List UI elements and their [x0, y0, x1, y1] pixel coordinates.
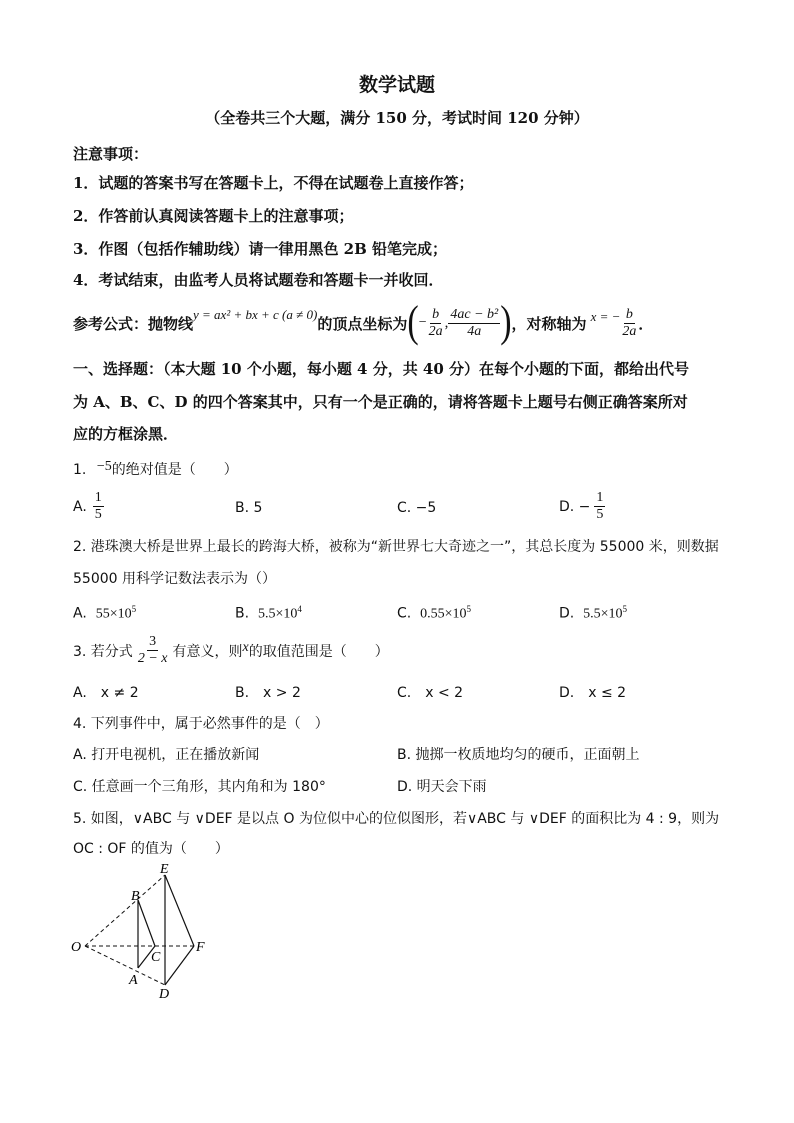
q1-d-fraction: $\frac{1}{5}$	[596, 490, 604, 522]
q3-option-b: B. x > 2	[235, 685, 301, 701]
q4-option-a: A. 打开电视机，正在播放新闻	[73, 747, 260, 763]
ray-o-e	[85, 875, 165, 946]
section-instruction: 应的方框涂黑．	[73, 425, 179, 443]
vertex-text: 的顶点坐标为	[317, 314, 408, 333]
notice-item: 2．作答前认真阅读答题卡上的注意事项；	[73, 207, 354, 225]
q1-option-a: A. $\frac{1}{5}$	[73, 490, 102, 522]
section-instruction: 为 A、B、C、D 的四个答案其中，只有一个是正确的，请将答题卡上题号右侧正确答案所对	[73, 393, 688, 411]
homothety-figure	[60, 860, 220, 1005]
edge-e-f	[165, 875, 194, 946]
question-5-line-2: OC : OF 的值为（ ）	[73, 841, 229, 857]
exam-subtitle: （全卷共三个大题，满分 150 分，考试时间 120 分钟）	[205, 109, 589, 127]
comma: ,	[444, 314, 449, 331]
question-1: 1. −5的绝对值是（ ）	[73, 459, 238, 478]
question-5-line-1: 5. 如图，∨ABC 与 ∨DEF 是以点 O 为位似中心的位似图形，若∨ABC 与 ∨DEF 的面积比为 4 : 9，则为	[73, 811, 720, 827]
page-title: 数学试题	[358, 74, 435, 96]
question-3: 3. 若分式 $\frac{3}{2 - x}$ 有意义，则 x 的取值范围是（ ）	[73, 634, 389, 666]
left-paren: (	[407, 298, 419, 347]
q2-option-d: D. $5.5\times 10^5$	[559, 604, 628, 622]
label-a: A	[129, 973, 138, 988]
q3-option-c: C. x < 2	[397, 685, 464, 701]
axis-fraction: $\frac{b}{2a}$	[622, 306, 637, 339]
edge-f-d	[165, 946, 194, 985]
q3-option-d: D. x ≤ 2	[559, 685, 627, 701]
label-b: B	[131, 889, 140, 904]
q1-option-b: B. 5	[235, 500, 263, 516]
q1-option-d: D. − $\frac{1}{5}$	[559, 490, 604, 522]
question-4: 4. 下列事件中，属于必然事件的是（ ）	[73, 716, 329, 732]
vertex-y-fraction: $\frac{\text{4ac − b²}}{4a}$	[450, 306, 499, 339]
q1-math: −5	[96, 459, 112, 474]
notice-item: 3．作图（包括作辅助线）请一律用黑色 2B 铅笔完成；	[73, 240, 447, 258]
question-2-line-1: 2. 港珠澳大桥是世界上最长的跨海大桥，被称为“新世界七大奇迹之一”，其总长度为 55000 米，则数据	[73, 539, 719, 555]
q4-option-d: D. 明天会下雨	[397, 779, 487, 795]
edge-b-c	[138, 900, 155, 946]
notice-item: 4．考试结束，由监考人员将试题卷和答题卡一并收回．	[73, 271, 444, 289]
q2-option-c: C. $0.55\times 10^5$	[397, 604, 472, 622]
q3-fraction: $\frac{3}{2 - x}$	[137, 634, 168, 666]
formula-end: ．	[638, 314, 654, 333]
formula-prefix: 参考公式：抛物线	[73, 314, 194, 333]
label-o: O	[71, 940, 82, 955]
right-paren: )	[500, 298, 512, 347]
q1-option-c: C. −5	[397, 500, 437, 516]
notice-item: 1．试题的答案书写在答题卡上，不得在试题卷上直接作答；	[73, 174, 474, 192]
axis-text: ，对称轴为	[511, 314, 587, 333]
axis-lhs: x = −	[590, 309, 621, 324]
reference-formula	[73, 296, 653, 350]
vertex-x-fraction: $\frac{b}{2a}$	[428, 306, 443, 339]
label-e: E	[160, 862, 169, 877]
label-d: D	[159, 987, 170, 1002]
q4-option-b: B. 抛掷一枚质地均匀的硬币，正面朝上	[397, 747, 640, 763]
label-c: C	[151, 950, 161, 965]
q2-option-a: A. $55\times 10^5$	[73, 604, 137, 622]
parabola-equation: y = ax² + bx + c (a ≠ 0)	[193, 307, 318, 322]
q1-a-fraction: $\frac{1}{5}$	[94, 490, 102, 522]
q2-option-b: B. $5.5\times 10^4$	[235, 604, 302, 622]
q3-option-a: A. x ≠ 2	[73, 685, 139, 701]
question-2-line-2: 55000 用科学记数法表示为（）	[73, 571, 276, 587]
label-f: F	[196, 940, 205, 955]
q4-option-c: C. 任意画一个三角形，其内角和为 180°	[73, 779, 326, 795]
minus-sign: −	[418, 315, 427, 330]
section-instruction: 一、选择题：（本大题 10 个小题，每小题 4 分，共 40 分）在每个小题的下面，都给出代号	[73, 360, 690, 378]
notice-heading: 注意事项：	[73, 145, 149, 163]
